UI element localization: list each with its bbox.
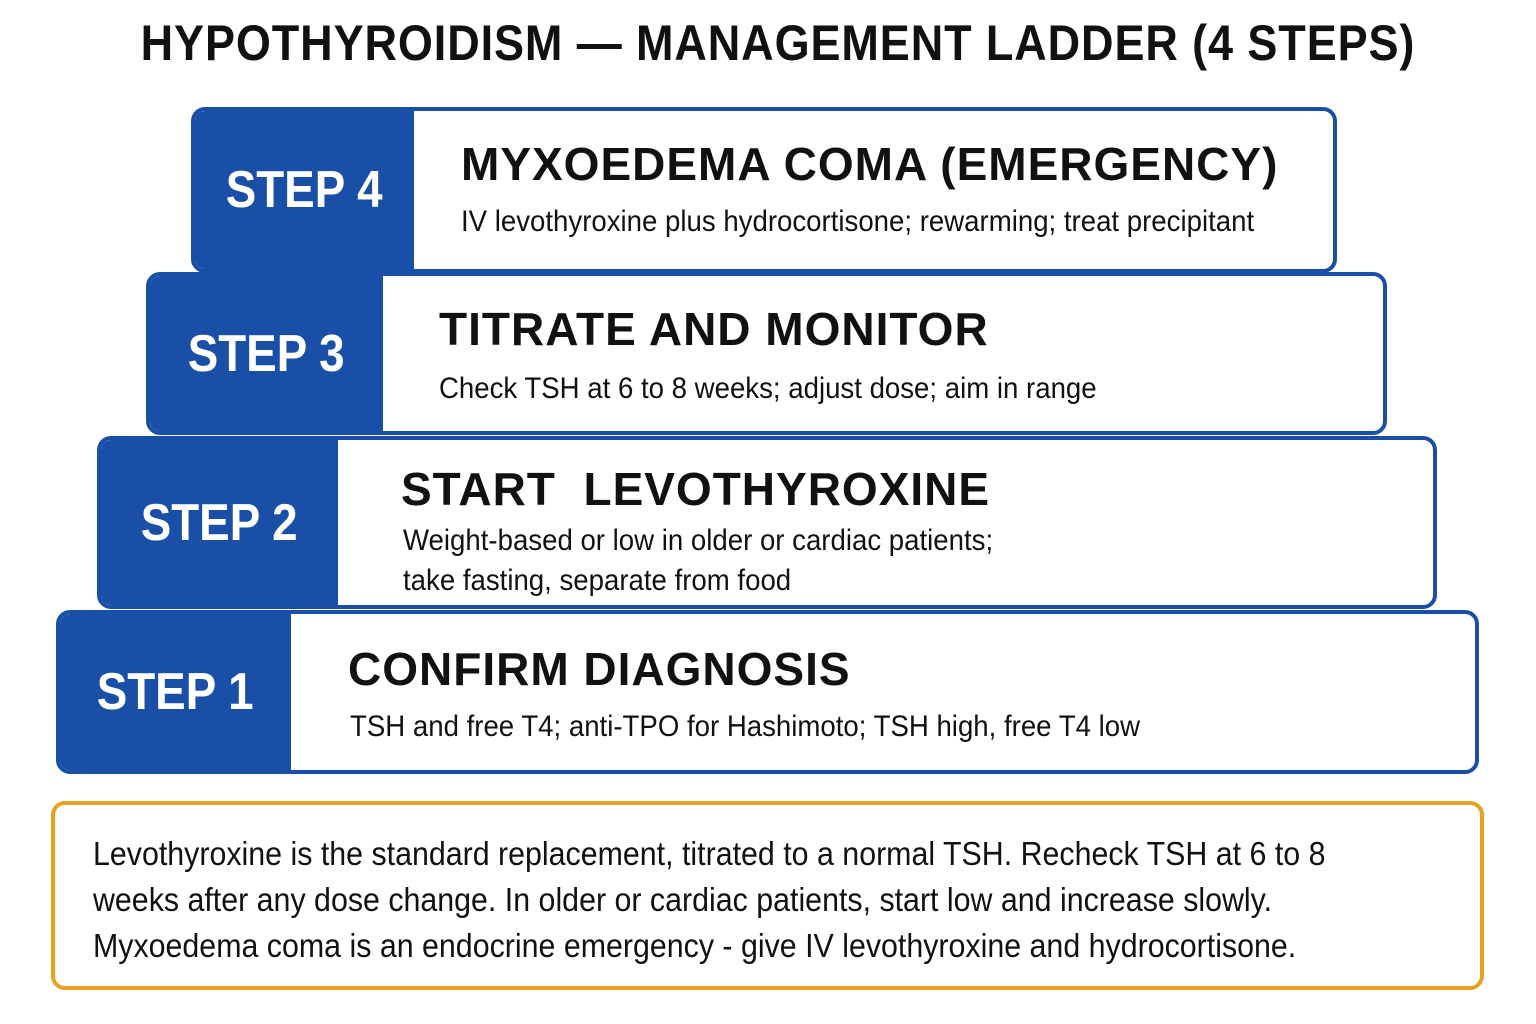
summary-note-text [93,831,1325,969]
step-4-title: MYXOEDEMA COMA (EMERGENCY) [461,138,1279,190]
step-4-card [191,107,1337,273]
step-2-description-line-1: Weight-based or low in older or cardiac patients; [403,524,994,557]
step-1-badge-label: STEP 1 [97,663,254,721]
step-3-badge-label: STEP 3 [188,324,345,383]
step-1-title: CONFIRM DIAGNOSIS [348,643,851,695]
step-4-badge-label: STEP 4 [226,161,383,219]
step-3-description: Check TSH at 6 to 8 weeks; adjust dose; aim in range [439,372,1097,405]
summary-note-line-1: Levothyroxine is the standard replacement, titrated to a normal TSH. Recheck TSH at 6 to 8 [93,835,1326,872]
step-3-badge [150,276,383,431]
summary-note-line-2: weeks after any dose change. In older or cardiac patients, start low and increase slowly. [93,881,1273,918]
step-2-badge [101,440,338,605]
step-2-card [97,436,1437,609]
step-1-badge [60,614,291,770]
step-4-description: IV levothyroxine plus hydrocortisone; rewarming; treat precipitant [461,205,1255,238]
step-2-description-line-2: take fasting, separate from food [403,564,792,597]
step-3-title: TITRATE AND MONITOR [439,303,989,355]
step-1-description: TSH and free T4; anti-TPO for Hashimoto; TSH high, free T4 low [350,710,1141,743]
step-4-badge [195,111,414,269]
step-1-card [56,610,1479,774]
step-2-badge-label: STEP 2 [141,493,298,552]
page-title: HYPOTHYROIDISM — MANAGEMENT LADDER (4 STEPS) [140,15,1416,71]
summary-note-box [51,801,1484,990]
summary-note-line-3: Myxoedema coma is an endocrine emergency - give IV levothyroxine and hydrocortisone. [93,927,1297,964]
step-2-title: START LEVOTHYROXINE [401,463,991,515]
step-3-card [146,272,1387,435]
